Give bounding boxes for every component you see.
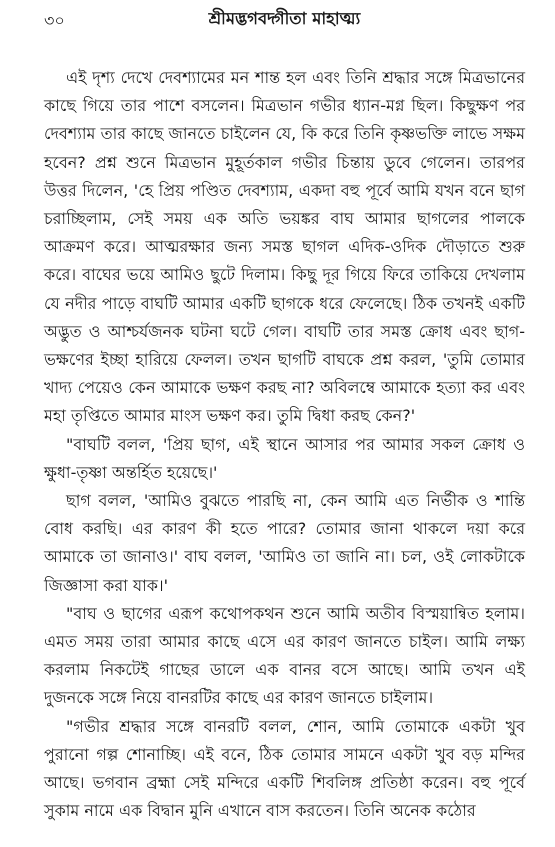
page-header <box>44 0 525 34</box>
body-text <box>44 64 525 825</box>
paragraph: "গভীর শ্রদ্ধার সঙ্গে বানরটি বলল, শোন, আমি তোমাকে একটা খুব পুরানো গল্প শোনাচ্ছি। এই বনে, ঠিক তোমার সামনে একটা খুব বড় মন্দির আছে। ভগবান ব্রহ্মা সেই মন্দিরে একটি শিবলিঙ্গ প্রতিষ্ঠা করেন। বহু পূর্বে সুকাম নামে এক বিদ্বান মুনি এখানে বাস করতেন। তিনি অনেক কঠোর <box>44 716 525 821</box>
paragraph: "বাঘটি বলল, 'প্রিয় ছাগ, এই স্থানে আসার পর আমার সকল ক্রোধ ও ক্ষুধা-তৃষ্ণা অন্তর্হিত হয়েছে।' <box>44 434 525 482</box>
page-number: ৩০ <box>44 11 65 30</box>
paragraph: "বাঘ ও ছাগের এরূপ কথোপকথন শুনে আমি অতীব বিস্ময়ান্বিত হলাম। এমত সময় তারা আমার কাছে এসে এর কারণ জানতে চাইল। আমি লক্ষ্য করলাম নিকটেই গাছের ডালে এক বানর বসে আছে। আমি তখন এই দুজনকে সঙ্গে নিয়ে বানরটির কাছে এর কারণ জানতে চাইলাম। <box>44 603 525 708</box>
running-title: শ্রীমদ্ভগবদ্গীতা মাহাত্ম্য <box>208 9 361 28</box>
paragraph: ছাগ বলল, 'আমিও বুঝতে পারছি না, কেন আমি এত নির্ভীক ও শান্তি বোধ করছি। এর কারণ কী হতে পারে? তোমার জানা থাকলে দয়া করে আমাকে তা জানাও।' বাঘ বলল, 'আমিও তা জানি না। চল, ওই লোকটাকে জিজ্ঞাসা করা যাক।' <box>44 491 525 595</box>
paragraph: এই দৃশ্য দেখে দেবশ্যামের মন শান্ত হল এবং তিনি শ্রদ্ধার সঙ্গে মিত্রভানের কাছে গিয়ে তার পাশে বসলেন। মিত্রভান গভীর ধ্যান-মগ্ন ছিল। কিছুক্ষণ পর দেবশ্যাম তার কাছে জানতে চাইলেন যে, কি করে তিনি কৃষ্ণভক্তি লাভে সক্ষম হবেন? প্রশ্ন শুনে মিত্রভান মুহূর্তকাল গভীর চিন্তায় ডুবে গেলেন। তারপর উত্তর দিলেন, 'হে প্রিয় পণ্ডিত দেবশ্যাম, একদা বহু পূর্বে আমি যখন বনে ছাগ চরাচ্ছিলাম, সেই সময় এক অতি ভয়ঙ্কর বাঘ আমার ছাগলের পালকে আক্রমণ করে। আত্মরক্ষার জন্য সমস্ত ছাগল এদিক-ওদিক দৌড়াতে শুরু করে। বাঘের ভয়ে আমিও ছুটে দিলাম। কিছু দূর গিয়ে ফিরে তাকিয়ে দেখলাম যে নদীর পাড়ে বাঘটি আমার একটি ছাগকে ধরে ফেলেছে। ঠিক তখনই একটি অদ্ভুত ও আশ্চর্যজনক ঘটনা ঘটে গেল। বাঘটি তার সমস্ত ক্রোধ এবং ছাগ-ভক্ষণের ইচ্ছা হারিয়ে ফেলল। তখন ছাগটি বাঘকে প্রশ্ন করল, 'তুমি তোমার খাদ্য পেয়েও কেন আমাকে ভক্ষণ করছ না? অবিলম্বে আমাকে হত্যা কর এবং মহা তৃপ্তিতে আমার মাংস ভক্ষণ কর। তুমি দ্বিধা করছ কেন?' <box>44 68 525 426</box>
